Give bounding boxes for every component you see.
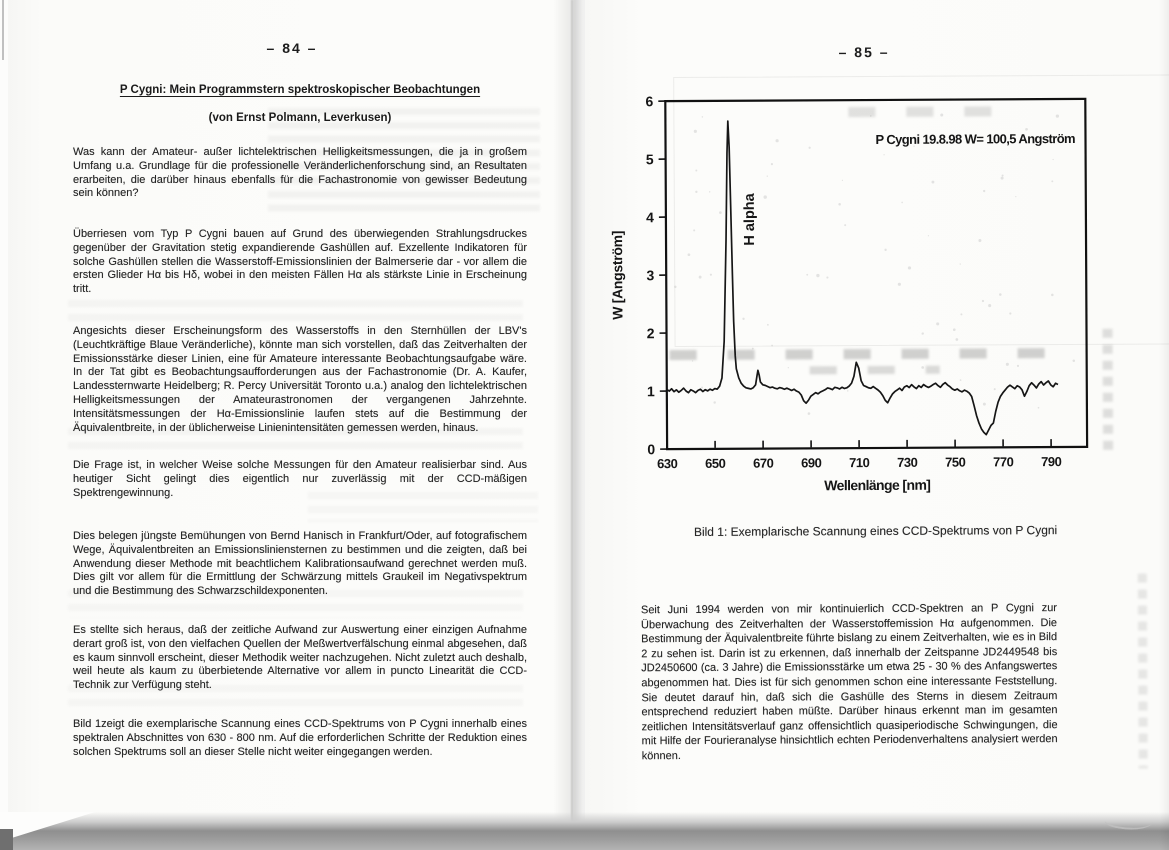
scan-speckle: [842, 180, 843, 181]
y-axis-label: W [Angström]: [608, 230, 626, 320]
scan-speckle: [701, 387, 703, 389]
scan-speckle: [1056, 115, 1059, 118]
scan-speckle: [936, 322, 939, 325]
scan-speckle: [699, 276, 702, 279]
scan-speckle: [940, 114, 943, 117]
figure-spectrum: [603, 91, 1135, 498]
x-tick-label: 670: [753, 455, 774, 471]
scan-speckle: [1017, 365, 1019, 367]
scan-speckle: [983, 403, 986, 406]
scan-speckle: [692, 360, 693, 361]
page-85: [585, 0, 1169, 850]
y-tick-label: 0: [647, 441, 656, 458]
scan-speckle: [771, 163, 773, 165]
scan-speckle: [688, 253, 691, 256]
scan-speckle: [695, 191, 697, 193]
scan-speckle: [816, 274, 819, 277]
scan-speckle: [806, 274, 808, 276]
y-ticks: [645, 93, 667, 457]
scan-speckle: [1006, 363, 1009, 366]
page-number: – 84 –: [266, 40, 318, 56]
scan-edge-line: [2, 0, 4, 60]
scan-speckle: [955, 338, 958, 341]
bleed-through-ghost: [1138, 574, 1148, 769]
scan-speckle: [695, 170, 697, 172]
scan-speckle: [1051, 294, 1054, 297]
scan-speckle: [978, 239, 981, 242]
scan-speckle: [931, 181, 934, 184]
chart-speckles: [673, 113, 1075, 416]
scan-speckle: [752, 348, 754, 350]
scan-speckle: [710, 274, 712, 276]
spectrum-chart-svg: [603, 91, 1135, 498]
scan-speckle: [674, 286, 676, 288]
scan-speckle: [928, 235, 929, 236]
spectrum-line: [665, 119, 1058, 436]
paragraph: Angesichts dieser Erscheinungsform des Wasserstoffs in den Sternhüllen der LBV's (Leuchtkräftige Blaue Veränderliche), könnte man sich vorstellen, daß das Zeitverhalten der Emissionsstärke dieser Linien, eine für Amateure interessante Beobachtungsaufgabe wäre. In der Tat gibt es Beobachtungsaufforderungen aus der Fachastronomie (Dr. A. Kaufer, Landessternwarte Heidelberg; R. Percy Universität Toronto u.a.) analog den lichtelektrischen Helligkeitsmessungen der Amateurastronomen der vergangenen Jahrzehnte. Intensitätsmessungen der Hα-Emissionslinie laufen stets auf die Bestimmung der Äquivalentbreite, in der üblicherweise Linienintensitäten gemessen werden, hinaus.: [73, 325, 527, 434]
x-tick-label: 730: [897, 454, 918, 470]
scan-speckle: [1072, 360, 1075, 363]
scan-right-edge-shadow: [1159, 0, 1169, 850]
scan-speckle: [870, 115, 872, 117]
scan-speckle: [901, 202, 903, 204]
article-title: P Cygni: Mein Programmstern spektroskopischer Beobachtungen: [119, 84, 481, 96]
x-tick-label: 770: [993, 454, 1014, 470]
scan-speckle: [809, 147, 811, 149]
page-84: [8, 0, 568, 850]
scan-bottom-shadow: [0, 812, 1169, 850]
scan-speckle: [1002, 174, 1004, 176]
scan-speckle: [713, 401, 715, 403]
x-tick-label: 710: [849, 455, 870, 471]
scan-speckle: [960, 313, 962, 315]
h-alpha-label: H alpha: [741, 193, 759, 246]
scan-speckle: [702, 116, 704, 118]
scan-speckle: [709, 191, 710, 192]
y-tick-label: 5: [645, 151, 654, 168]
y-tick-label: 3: [646, 267, 655, 284]
article-byline: (von Ernst Polmann, Leverkusen): [208, 112, 392, 124]
x-tick-label: 650: [705, 455, 726, 471]
scan-speckle: [999, 293, 1002, 296]
scan-speckle: [1015, 196, 1016, 197]
scan-speckle: [742, 318, 744, 320]
figure-caption: Bild 1: Exemplarische Scannung eines CCD-Spektrums von P Cygni: [693, 523, 1058, 539]
paragraph: Überriesen vom Typ P Cygni bauen auf Grund des überwiegenden Strahlungsdruckes gegenüber der Gravitation stetig expandierende Gashüllen auf. Exzellente Indikatoren für solche Gashüllen stellen die Wasserstoff-Emissionslinien der Balmerserie dar - vor allem die ersten Glieder Hα bis Hδ, wobei in den meisten Fällen Hα als stärkste Linie in Erscheinung tritt.: [73, 228, 527, 296]
paragraph: Seit Juni 1994 werden von mir kontinuierlich CCD-Spektren an P Cygni zur Überwachung des Zeitverhalten der Wasserstoffemission Hα aufgenommen. Die Bestimmung der Äquivalentbreite führte bislang zu einem Zeitverhalten, wie es in Bild 2 zu sehen ist. Darin ist zu erkennen, daß innerhalb der Zeitspanne JD2449548 bis JD2450600 (ca. 3 Jahre) die Emissionsstärke um etwa 25 - 30 % des Anfangswertes abgenommen hat. Dies ist für sich genommen schon eine interessante Feststellung. Sie deutet darauf hin, daß sich die Gashülle des Sterns in diesem Zeitraum entsprechend reduziert haben müßte. Darüber hinaus erkennt man im gesamten zeitlichen Intensitätsverlauf ganz offensichtlich quasiperiodische Schwingungen, die mit Hilfe der Fourieranalyse hinsichtlich echten Periodenverhaltens analysiert werden können.: [640, 602, 1058, 763]
chart-annotation: P Cygni 19.8.98 W= 100,5 Angström: [875, 130, 1076, 148]
scan-speckle: [960, 263, 961, 264]
scan-speckle: [982, 300, 984, 302]
scan-speckle: [994, 388, 996, 390]
scan-speckle: [883, 154, 884, 155]
scan-speckle: [763, 195, 766, 198]
scan-speckle: [898, 283, 901, 286]
scan-speckle: [921, 332, 923, 334]
scan-speckle: [694, 130, 697, 133]
scan-speckle: [1001, 177, 1004, 180]
paragraph: Die Frage ist, in welcher Weise solche Messungen für den Amateur realisierbar sind. Aus heutiger Sicht gelingt dies eigentlich nur zuverlässig mit der CCD-mäßigen Spektrengewinnung.: [73, 459, 527, 499]
scan-speckle: [776, 139, 779, 142]
scan-speckle: [921, 366, 924, 369]
x-ticks: [657, 439, 1062, 471]
scan-speckle: [988, 304, 991, 307]
scan-speckle: [788, 367, 789, 368]
scan-speckle: [953, 328, 956, 331]
scan-speckle: [826, 276, 828, 278]
scan-speckle: [908, 266, 911, 269]
bleed-through-ghost: [68, 300, 523, 322]
scan-speckle: [808, 412, 811, 415]
paragraph: Was kann der Amateur- außer lichtelektrischen Helligkeitsmessungen, die ja in großem Umfang u.a. Grundlage für die professionelle Veränderlichenforschung sind, an Resultaten erarbeiten, die darüber hinaus ebenfalls für die Fachastronomie von gewisser Bedeutung sein können?: [73, 146, 527, 200]
scan-speckle: [983, 190, 985, 192]
x-tick-label: 630: [657, 456, 678, 472]
scan-corner-shadow: [0, 829, 13, 850]
scan-speckle: [719, 211, 722, 214]
scan-speckle: [1038, 407, 1040, 409]
page-85-content: [583, 0, 1169, 850]
paragraph: Dies belegen jüngste Bemühungen von Bernd Hanisch in Frankfurt/Oder, auf fotografischem Wege, Äquivalentbreiten an Emissionsliniensternen zu bestimmen und die zeigten, daß bei Anwendung dieser Methode mit beachtlichem Kalibrationsaufwand gerechnet werden muß. Dies gilt vor allem für die Ermittlung der Schwärzung mittels Graukeil im Negativspektrum und die Bestimmung des Schwarzschildexponenten.: [73, 530, 527, 598]
scan-speckle: [838, 203, 841, 206]
x-tick-label: 750: [945, 454, 966, 470]
page-gutter-edge: [571, 0, 573, 850]
scan-speckle: [960, 379, 962, 381]
x-axis-label: Wellenlänge [nm]: [824, 476, 931, 494]
x-tick-label: 690: [801, 455, 822, 471]
paragraph: Bild 1zeigt die exemplarische Scannung eines CCD-Spektrums von P Cygni innerhalb eines spektralen Abschnittes von 630 - 800 nm. Auf die erforderlichen Schritte der Reduktion eines solchen Spektrums soll an dieser Stelle nicht weiter eingegangen werden.: [73, 718, 527, 758]
page-number: – 85 –: [838, 43, 890, 61]
scan-speckle: [693, 229, 695, 231]
scan-speckle: [771, 345, 773, 347]
scan-speckle: [767, 175, 768, 176]
scan-speckle: [1052, 159, 1053, 160]
y-tick-label: 1: [646, 383, 655, 400]
paragraph: Es stellte sich heraus, daß der zeitliche Aufwand zur Auswertung einer einzigen Aufnahme derart groß ist, von den vielfachen Quellen der Meßwertverfälschung einmal abgesehen, daß es kaum sinnvoll erscheint, dieser Methodik weiter nachzugehen. Nicht zuletzt auch deshalb, weil heute als kaum zu überbietende Alternative vor allem in puncto Linearität die CCD-Technik zur Verfügung steht.: [73, 624, 527, 692]
y-tick-label: 4: [646, 209, 654, 226]
scan-speckle: [847, 390, 849, 392]
scan-speckle: [884, 249, 886, 251]
scan-speckle: [1009, 312, 1011, 314]
scan-speckle: [844, 224, 846, 226]
y-tick-label: 6: [645, 93, 654, 110]
scan-speckle: [1051, 180, 1053, 182]
scan-speckle: [767, 324, 769, 326]
x-tick-label: 790: [1041, 454, 1062, 470]
y-tick-label: 2: [646, 325, 655, 342]
